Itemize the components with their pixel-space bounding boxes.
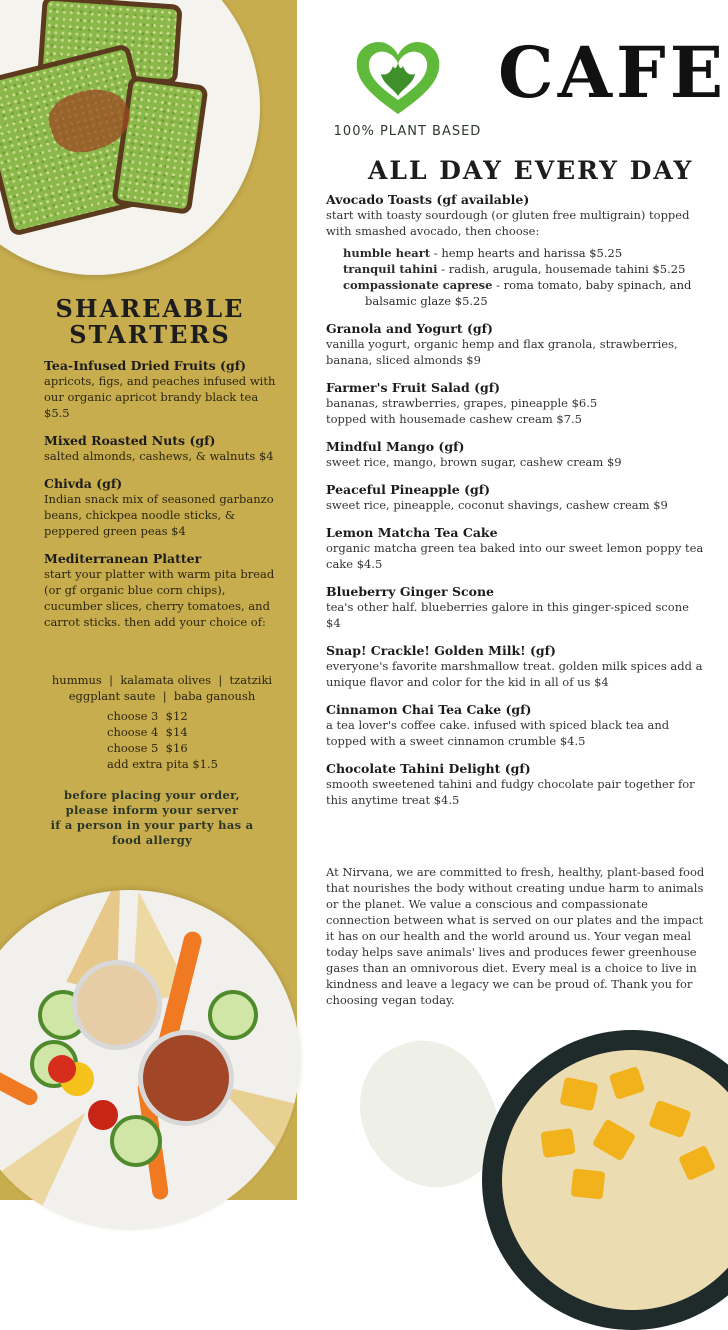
menu-item-desc: start with toasty sourdough (or gluten free multigrain) topped with smashed avocado, then choose: (326, 208, 690, 238)
menu-item-desc: tea's other half. blueberries galore in this ginger-spiced scone $4 (326, 600, 689, 630)
menu-item-desc: Indian snack mix of seasoned garbanzo beans, chickpea noodle sticks, & peppered green peas $4 (44, 492, 274, 538)
mango-piece (648, 1100, 691, 1139)
menu-item-name: Chocolate Tahini Delight (gf) (326, 761, 531, 776)
mango-piece (678, 1145, 716, 1181)
pricing-line: choose 4 $14 (107, 725, 188, 739)
pricing-line: add extra pita $1.5 (107, 757, 218, 771)
menu-item-name: Granola and Yogurt (gf) (326, 321, 493, 336)
heart-leaf-logo-icon (353, 38, 443, 118)
menu-item (326, 482, 706, 513)
menu-item-desc: sweet rice, mango, brown sugar, cashew cream $9 (326, 455, 622, 469)
platter-pricing (107, 708, 218, 772)
allergy-line: before placing your order, (64, 788, 240, 802)
menu-item-name: Blueberry Ginger Scone (326, 584, 494, 599)
menu-item-desc: start your platter with warm pita bread (or gf organic blue corn chips), cucumber slices, cherry tomatoes, and carrot sticks. then add your choice of: (44, 567, 275, 629)
toast-option (343, 277, 706, 309)
mango-rice-bowl-photo (482, 1030, 728, 1330)
choices-line: hummus | kalamata olives | tzatziki (51, 673, 273, 687)
menu-item-desc: vanilla yogurt, organic hemp and flax granola, strawberries, banana, sliced almonds $9 (326, 337, 678, 367)
menu-item-desc: apricots, figs, and peaches infused with our organic apricot brandy black tea $5.5 (44, 374, 276, 420)
menu-item-name: Farmer's Fruit Salad (gf) (326, 380, 501, 395)
option-name: humble heart (343, 246, 431, 260)
menu-item-desc: topped with housemade cashew cream $7.5 (326, 412, 582, 426)
mango-piece (592, 1119, 636, 1162)
menu-item-desc: bananas, strawberries, grapes, pineapple $6.5 (326, 396, 598, 410)
mango-piece (571, 1168, 606, 1199)
starters-title: SHAREABLE STARTERS (55, 294, 245, 349)
menu-item (44, 358, 280, 421)
mango-piece (540, 1128, 575, 1158)
menu-item (326, 321, 706, 368)
brand-tagline: 100% PLANT BASED (333, 124, 482, 139)
menu-item (44, 433, 280, 464)
allergy-line: food allergy (111, 833, 193, 847)
menu-item (326, 380, 706, 427)
menu-item-desc: salted almonds, cashews, & walnuts $4 (44, 449, 274, 463)
allergy-line: please inform your server (65, 803, 239, 817)
menu-item-name: Snap! Crackle! Golden Milk! (gf) (326, 643, 556, 658)
menu-item (326, 702, 706, 749)
cherry-tomato (48, 1055, 76, 1083)
menu-item-name: Chivda (gf) (44, 476, 123, 491)
mango-piece (609, 1066, 646, 1100)
menu-item (326, 761, 706, 808)
option-desc: - radish, arugula, housemade tahini $5.25 (437, 262, 686, 276)
menu-item-desc: sweet rice, pineapple, coconut shavings, cashew cream $9 (326, 498, 668, 512)
cucumber-slice (110, 1115, 162, 1167)
menu-item (326, 584, 706, 631)
menu-item-name: Mindful Mango (gf) (326, 439, 465, 454)
mango-piece (559, 1077, 598, 1111)
about-paragraph: At Nirvana, we are committed to fresh, healthy, plant-based food that nourishes the body without creating undue harm to animals or the planet. We value a conscious and compassionate connection between what is served on our plates and the impact it has on our health and the world around us. Your vegan meal today helps save animals' lives and produces fewer greenhouse gases than an omnivorous diet. Every meal is a choice to live in kindness and leave a legacy we can be proud of. Thank you for choosing vegan today. (326, 865, 705, 1007)
allergy-note (32, 788, 272, 848)
choices-line: eggplant saute | baba ganoush (68, 689, 256, 703)
starters-menu (44, 358, 280, 642)
bowl-contents (502, 1050, 728, 1310)
brand-name: CAFE (498, 31, 728, 114)
menu-item-name: Mixed Roasted Nuts (gf) (44, 433, 216, 448)
option-desc: - hemp hearts and harissa $5.25 (430, 246, 623, 260)
menu-item (44, 551, 280, 630)
option-desc: - roma tomato, baby spinach, and balsamic glaze $5.25 (365, 278, 692, 308)
toast-option (343, 245, 706, 261)
allergy-line: if a person in your party has a (50, 818, 254, 832)
hummus-cup (72, 960, 162, 1050)
all-day-menu (326, 192, 706, 820)
toast-option (343, 261, 706, 277)
menu-item-name: Lemon Matcha Tea Cake (326, 525, 498, 540)
all-day-title: ALL DAY EVERY DAY (368, 156, 694, 185)
menu-item-name: Peaceful Pineapple (gf) (326, 482, 491, 497)
salsa-cup (138, 1030, 234, 1126)
menu-item (326, 439, 706, 470)
menu-item-name: Avocado Toasts (gf available) (326, 192, 530, 207)
menu-item-desc: a tea lover's coffee cake. infused with spiced black tea and topped with a sweet cinnamon crumble $4.5 (326, 718, 670, 748)
option-name: tranquil tahini (343, 262, 438, 276)
menu-item-desc: everyone's favorite marshmallow treat. golden milk spices add a unique flavor and color for the kid in all of us $4 (326, 659, 703, 689)
menu-item-name: Tea-Infused Dried Fruits (gf) (44, 358, 246, 373)
menu-item-desc: smooth sweetened tahini and fudgy chocolate pair together for this anytime treat $4.5 (326, 777, 695, 807)
menu-item-desc: organic matcha green tea baked into our sweet lemon poppy tea cake $4.5 (326, 541, 704, 571)
cherry-tomato (88, 1100, 118, 1130)
cucumber-slice (208, 990, 258, 1040)
option-name: compassionate caprese (343, 278, 493, 292)
menu-item (326, 643, 706, 690)
menu-item (326, 525, 706, 572)
pricing-line: choose 5 $16 (107, 741, 188, 755)
toast-slice (111, 75, 208, 215)
menu-item (326, 192, 706, 309)
menu-item-name: Mediterranean Platter (44, 551, 202, 566)
pricing-line: choose 3 $12 (107, 709, 188, 723)
platter-choices (44, 672, 280, 704)
menu-item-name: Cinnamon Chai Tea Cake (gf) (326, 702, 532, 717)
menu-item (44, 476, 280, 539)
